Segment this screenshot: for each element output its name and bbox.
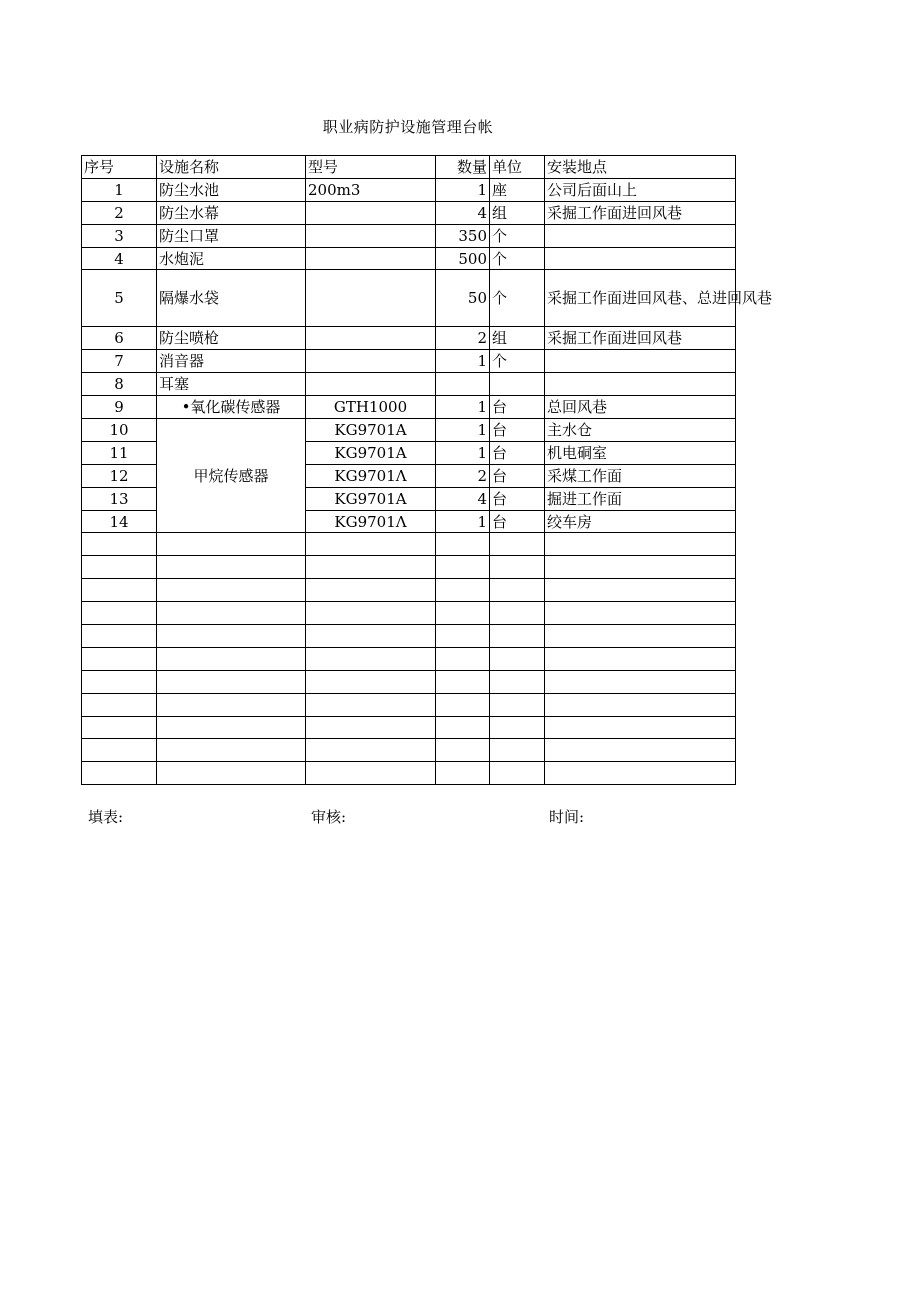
empty-row <box>82 762 736 785</box>
cell-qty: 1 <box>436 510 490 533</box>
empty-row <box>82 625 736 648</box>
cell-qty <box>436 373 490 396</box>
footer-time-label: 时间: <box>549 808 585 826</box>
cell-unit: 台 <box>490 464 545 487</box>
header-name: 设施名称 <box>157 156 306 179</box>
empty-row <box>82 670 736 693</box>
cell-model <box>306 270 436 327</box>
cell-location: 公司后面山上 <box>545 178 736 201</box>
empty-row <box>82 739 736 762</box>
cell-location: 采煤工作面 <box>545 464 736 487</box>
cell-qty: 4 <box>436 487 490 510</box>
cell-location <box>545 350 736 373</box>
empty-row <box>82 579 736 602</box>
cell-name: •氧化碳传感器 <box>157 396 306 419</box>
footer-filler-label: 填表: <box>88 808 124 826</box>
cell-qty: 1 <box>436 441 490 464</box>
cell-qty: 4 <box>436 201 490 224</box>
cell-no: 7 <box>82 350 157 373</box>
cell-model: KG9701Λ <box>306 464 436 487</box>
cell-unit: 个 <box>490 247 545 270</box>
cell-name: 隔爆水袋 <box>157 270 306 327</box>
cell-no: 2 <box>82 201 157 224</box>
cell-model: GTH1000 <box>306 396 436 419</box>
cell-no: 14 <box>82 510 157 533</box>
empty-row <box>82 602 736 625</box>
cell-model <box>306 201 436 224</box>
cell-unit: 台 <box>490 487 545 510</box>
empty-row <box>82 556 736 579</box>
cell-unit: 个 <box>490 224 545 247</box>
table-header-row <box>82 156 736 179</box>
cell-qty: 350 <box>436 224 490 247</box>
header-model: 型号 <box>306 156 436 179</box>
cell-name: 消音器 <box>157 350 306 373</box>
empty-row <box>82 647 736 670</box>
page-title: 职业病防护设施管理台帐 <box>322 118 494 136</box>
cell-qty: 50 <box>436 270 490 327</box>
cell-name: 防尘口罩 <box>157 224 306 247</box>
cell-location: 总回风巷 <box>545 396 736 419</box>
empty-row <box>82 716 736 739</box>
cell-no: 1 <box>82 178 157 201</box>
cell-location: 采掘工作面进回风巷、总进回风巷 <box>545 270 736 327</box>
cell-model <box>306 327 436 350</box>
cell-model <box>306 373 436 396</box>
cell-model: KG9701A <box>306 441 436 464</box>
cell-name: 防尘水池 <box>157 178 306 201</box>
cell-unit: 组 <box>490 327 545 350</box>
table-row <box>82 350 736 373</box>
table-row <box>82 396 736 419</box>
cell-no: 12 <box>82 464 157 487</box>
cell-name: 耳塞 <box>157 373 306 396</box>
cell-unit: 台 <box>490 419 545 442</box>
header-unit: 单位 <box>490 156 545 179</box>
cell-qty: 1 <box>436 178 490 201</box>
cell-qty: 1 <box>436 350 490 373</box>
table-row <box>82 224 736 247</box>
table-row <box>82 270 736 327</box>
footer-reviewer-label: 审核: <box>311 808 347 826</box>
cell-unit: 个 <box>490 270 545 327</box>
cell-unit: 组 <box>490 201 545 224</box>
cell-unit <box>490 373 545 396</box>
cell-name: 防尘水幕 <box>157 201 306 224</box>
cell-location <box>545 224 736 247</box>
cell-model <box>306 224 436 247</box>
cell-no: 11 <box>82 441 157 464</box>
header-location: 安装地点 <box>545 156 736 179</box>
table-row <box>82 373 736 396</box>
cell-model <box>306 247 436 270</box>
cell-name-merged: 甲烷传感器 <box>157 419 306 533</box>
cell-no: 5 <box>82 270 157 327</box>
table-row <box>82 327 736 350</box>
empty-row <box>82 533 736 556</box>
cell-location <box>545 373 736 396</box>
cell-qty: 1 <box>436 396 490 419</box>
cell-location: 绞车房 <box>545 510 736 533</box>
cell-unit: 台 <box>490 396 545 419</box>
cell-model: KG9701A <box>306 487 436 510</box>
table-row <box>82 201 736 224</box>
cell-no: 4 <box>82 247 157 270</box>
cell-qty: 2 <box>436 327 490 350</box>
cell-location <box>545 247 736 270</box>
cell-model: KG9701A <box>306 419 436 442</box>
table-row <box>82 178 736 201</box>
header-qty: 数量 <box>436 156 490 179</box>
cell-name: 水炮泥 <box>157 247 306 270</box>
cell-unit: 个 <box>490 350 545 373</box>
header-no: 序号 <box>82 156 157 179</box>
cell-no: 9 <box>82 396 157 419</box>
cell-location: 采掘工作面进回风巷 <box>545 327 736 350</box>
cell-qty: 2 <box>436 464 490 487</box>
facility-ledger-table <box>81 155 773 785</box>
cell-location: 掘进工作面 <box>545 487 736 510</box>
cell-model: KG9701Λ <box>306 510 436 533</box>
cell-qty: 500 <box>436 247 490 270</box>
cell-name: 防尘喷枪 <box>157 327 306 350</box>
cell-no: 13 <box>82 487 157 510</box>
cell-qty: 1 <box>436 419 490 442</box>
cell-location: 主水仓 <box>545 419 736 442</box>
cell-location: 采掘工作面进回风巷 <box>545 201 736 224</box>
cell-no: 10 <box>82 419 157 442</box>
cell-unit: 台 <box>490 441 545 464</box>
cell-model: 200m3 <box>306 178 436 201</box>
cell-model <box>306 350 436 373</box>
cell-unit: 座 <box>490 178 545 201</box>
cell-no: 3 <box>82 224 157 247</box>
empty-row <box>82 693 736 716</box>
cell-no: 6 <box>82 327 157 350</box>
table-row <box>82 247 736 270</box>
table-row <box>82 419 736 442</box>
cell-no: 8 <box>82 373 157 396</box>
cell-location: 机电硐室 <box>545 441 736 464</box>
cell-unit: 台 <box>490 510 545 533</box>
